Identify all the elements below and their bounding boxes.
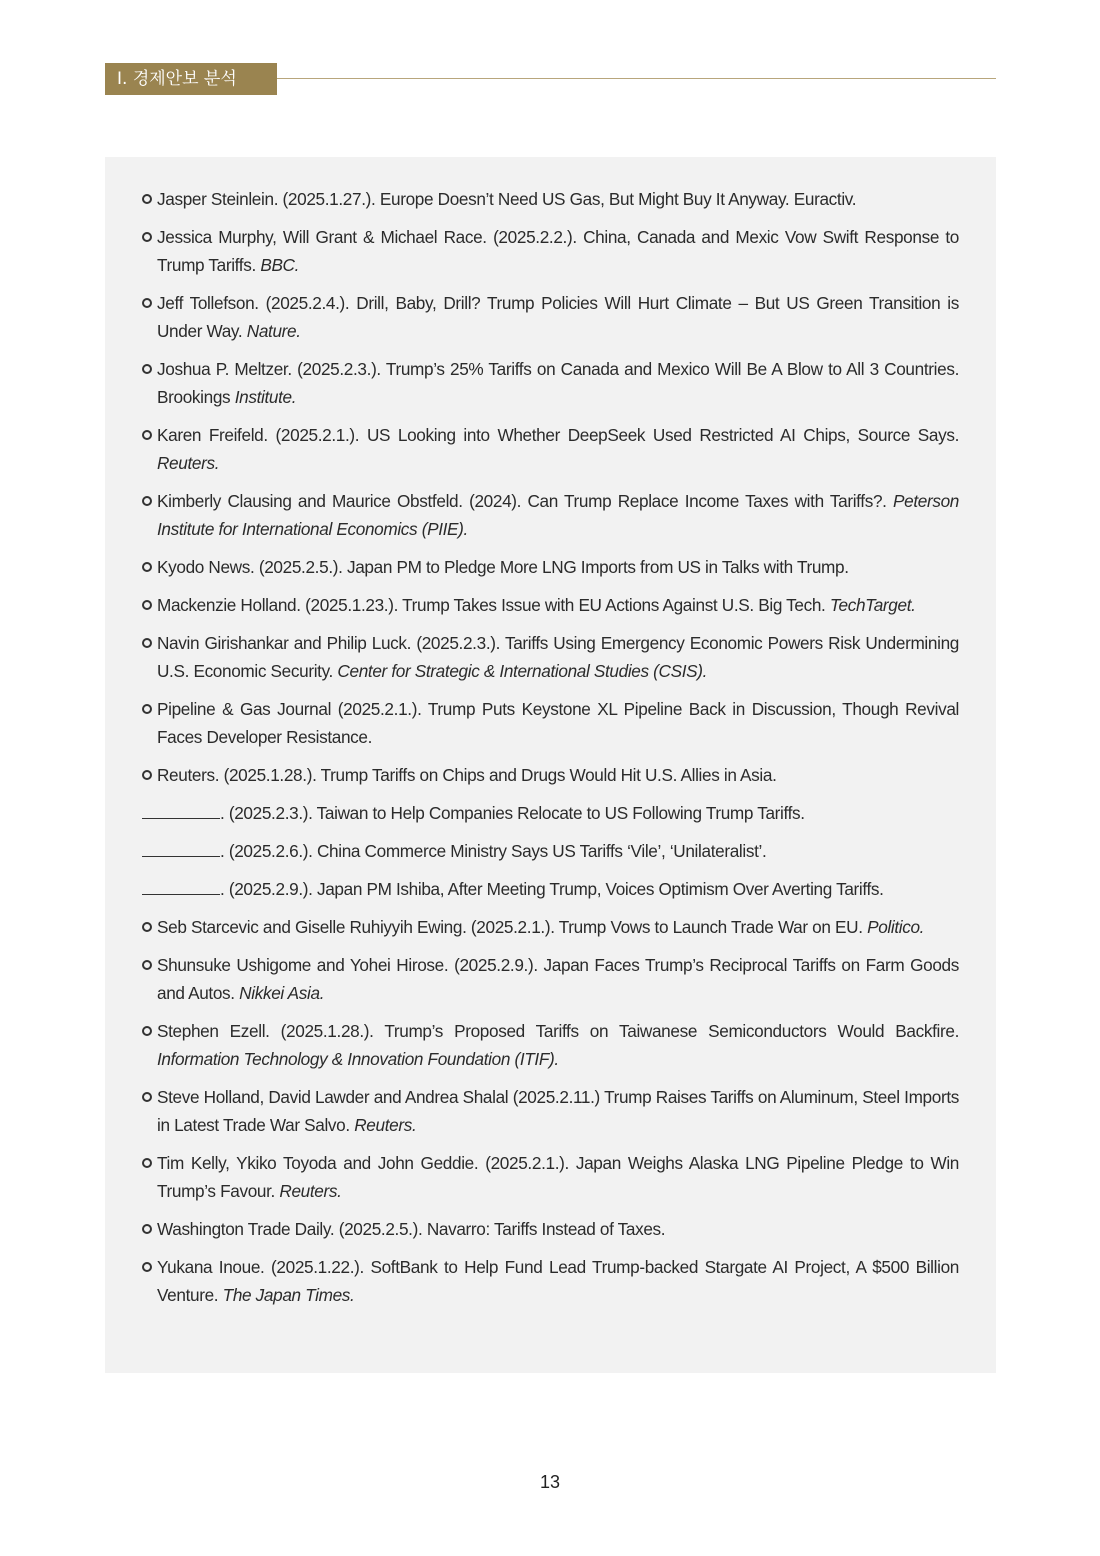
page-number: 13 bbox=[539, 1472, 561, 1492]
reference-source: Reuters. bbox=[157, 453, 220, 473]
reference-item bbox=[142, 289, 959, 345]
reference-source: The Japan Times. bbox=[222, 1285, 355, 1305]
reference-item bbox=[142, 1017, 959, 1073]
reference-item bbox=[142, 1253, 959, 1309]
section-divider bbox=[277, 78, 996, 79]
circle-bullet-icon bbox=[142, 430, 152, 440]
reference-source: Institute. bbox=[234, 387, 297, 407]
reference-source: TechTarget. bbox=[829, 595, 916, 615]
circle-bullet-icon bbox=[142, 496, 152, 506]
reference-item bbox=[142, 591, 959, 619]
circle-bullet-icon bbox=[142, 562, 152, 572]
reference-item bbox=[142, 761, 959, 789]
reference-source: Information Technology & Innovation Foundation (ITIF). bbox=[157, 1049, 559, 1069]
reference-source: Nikkei Asia. bbox=[239, 983, 325, 1003]
reference-item bbox=[142, 185, 959, 213]
reference-source: BBC. bbox=[260, 255, 300, 275]
reference-item bbox=[142, 875, 959, 903]
reference-text: Jeff Tollefson. (2025.2.4.). Drill, Baby, Drill? Trump Policies Will Hurt Climate – But US Green Transition is Under Way. bbox=[157, 293, 959, 341]
reference-text: Stephen Ezell. (2025.1.28.). Trump’s Proposed Tariffs on Taiwanese Semiconductors Would Backfire. bbox=[157, 1021, 959, 1041]
reference-source: Reuters. bbox=[279, 1181, 342, 1201]
circle-bullet-icon bbox=[142, 922, 152, 932]
reference-item bbox=[142, 951, 959, 1007]
circle-bullet-icon bbox=[142, 770, 152, 780]
reference-text: Yukana Inoue. (2025.1.22.). SoftBank to Help Fund Lead Trump-backed Stargate AI Project, A $500 Billion Venture. bbox=[157, 1257, 959, 1305]
references-box bbox=[105, 157, 996, 1373]
reference-text: Washington Trade Daily. (2025.2.5.). Navarro: Tariffs Instead of Taxes. bbox=[157, 1219, 666, 1239]
reference-text: Joshua P. Meltzer. (2025.2.3.). Trump’s 25% Tariffs on Canada and Mexico Will Be A Blow to All 3 Countries. Brookings bbox=[157, 359, 959, 407]
reference-text: Steve Holland, David Lawder and Andrea Shalal (2025.2.11.) Trump Raises Tariffs on Aluminum, Steel Imports in Latest Trade War Salvo. bbox=[157, 1087, 959, 1135]
reference-item bbox=[142, 487, 959, 543]
reference-text: . (2025.2.9.). Japan PM Ishiba, After Meeting Trump, Voices Optimism Over Averting Tariffs. bbox=[220, 879, 884, 899]
circle-bullet-icon bbox=[142, 1262, 152, 1272]
reference-item bbox=[142, 629, 959, 685]
reference-item bbox=[142, 421, 959, 477]
reference-source: Reuters. bbox=[354, 1115, 417, 1135]
reference-text: Reuters. (2025.1.28.). Trump Tariffs on Chips and Drugs Would Hit U.S. Allies in Asia. bbox=[157, 765, 777, 785]
repeat-author-line bbox=[142, 839, 220, 857]
circle-bullet-icon bbox=[142, 600, 152, 610]
circle-bullet-icon bbox=[142, 1224, 152, 1234]
reference-item bbox=[142, 913, 959, 941]
reference-text: Kyodo News. (2025.2.5.). Japan PM to Pledge More LNG Imports from US in Talks with Trump. bbox=[157, 557, 849, 577]
circle-bullet-icon bbox=[142, 232, 152, 242]
reference-text: Kimberly Clausing and Maurice Obstfeld. (2024). Can Trump Replace Income Taxes with Tariffs?. bbox=[157, 491, 887, 511]
reference-item bbox=[142, 355, 959, 411]
repeat-author-line bbox=[142, 877, 220, 895]
reference-item bbox=[142, 695, 959, 751]
reference-text: Jasper Steinlein. (2025.1.27.). Europe Doesn’t Need US Gas, But Might Buy It Anyway. Euractiv. bbox=[157, 189, 857, 209]
reference-text: . (2025.2.3.). Taiwan to Help Companies Relocate to US Following Trump Tariffs. bbox=[220, 803, 805, 823]
reference-text: Shunsuke Ushigome and Yohei Hirose. (2025.2.9.). Japan Faces Trump’s Reciprocal Tariffs on Farm Goods and Autos. bbox=[157, 955, 959, 1003]
reference-text: . (2025.2.6.). China Commerce Ministry Says US Tariffs ‘Vile’, ‘Unilateralist’. bbox=[220, 841, 767, 861]
reference-list bbox=[142, 185, 959, 1309]
circle-bullet-icon bbox=[142, 194, 152, 204]
section-header bbox=[105, 63, 996, 95]
circle-bullet-icon bbox=[142, 960, 152, 970]
reference-text: Tim Kelly, Ykiko Toyoda and John Geddie. (2025.2.1.). Japan Weighs Alaska LNG Pipeline Pledge to Win Trump’s Favour. bbox=[157, 1153, 959, 1201]
reference-source: Nature. bbox=[246, 321, 301, 341]
section-label: Ⅰ. 경제안보 분석 bbox=[105, 63, 277, 95]
reference-text: Mackenzie Holland. (2025.1.23.). Trump Takes Issue with EU Actions Against U.S. Big Tech. bbox=[157, 595, 826, 615]
reference-item bbox=[142, 553, 959, 581]
reference-source: Center for Strategic & International Studies (CSIS). bbox=[337, 661, 708, 681]
reference-text: Pipeline & Gas Journal (2025.2.1.). Trump Puts Keystone XL Pipeline Back in Discussion, Though Revival Faces Developer Resistance. bbox=[157, 699, 959, 747]
reference-text: Navin Girishankar and Philip Luck. (2025.2.3.). Tariffs Using Emergency Economic Powers Risk Undermining U.S. Economic Security. bbox=[157, 633, 959, 681]
reference-item bbox=[142, 799, 959, 827]
reference-text: Jessica Murphy, Will Grant & Michael Race. (2025.2.2.). China, Canada and Mexic Vow Swift Response to Trump Tariffs. bbox=[157, 227, 959, 275]
reference-text: Karen Freifeld. (2025.2.1.). US Looking into Whether DeepSeek Used Restricted AI Chips, Source Says. bbox=[157, 425, 959, 445]
circle-bullet-icon bbox=[142, 704, 152, 714]
circle-bullet-icon bbox=[142, 1092, 152, 1102]
reference-source: Politico. bbox=[867, 917, 925, 937]
circle-bullet-icon bbox=[142, 298, 152, 308]
circle-bullet-icon bbox=[142, 1026, 152, 1036]
circle-bullet-icon bbox=[142, 364, 152, 374]
circle-bullet-icon bbox=[142, 638, 152, 648]
reference-text: Seb Starcevic and Giselle Ruhiyyih Ewing. (2025.2.1.). Trump Vows to Launch Trade War on EU. bbox=[157, 917, 863, 937]
reference-source: Peterson Institute for International Economics (PIIE). bbox=[157, 491, 959, 539]
reference-item bbox=[142, 1083, 959, 1139]
reference-item bbox=[142, 837, 959, 865]
reference-item bbox=[142, 1215, 959, 1243]
reference-item bbox=[142, 1149, 959, 1205]
reference-item bbox=[142, 223, 959, 279]
repeat-author-line bbox=[142, 801, 220, 819]
circle-bullet-icon bbox=[142, 1158, 152, 1168]
